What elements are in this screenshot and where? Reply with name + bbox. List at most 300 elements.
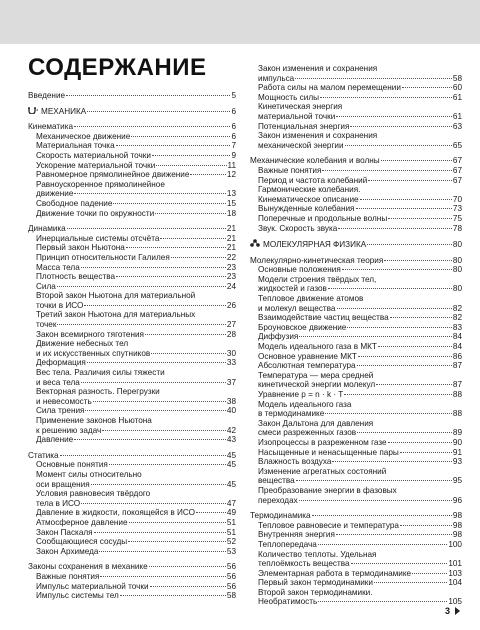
toc-page-number: 56 <box>226 581 236 591</box>
toc-page-number: 67 <box>452 156 462 166</box>
toc-entry-text: Диффузия <box>258 332 299 342</box>
dot-leader <box>74 126 230 127</box>
toc-entry[interactable] <box>250 578 462 588</box>
toc-entry-text: Закон Паскаля <box>36 527 93 537</box>
toc-page-number: 6 <box>231 122 236 132</box>
dot-leader <box>358 356 452 357</box>
toc-entry-text: Принцип относительности Галилея <box>36 252 170 262</box>
toc-entry-text: Насыщенные и ненасыщенные пары <box>258 447 399 457</box>
dot-leader <box>87 111 230 112</box>
toc-entry[interactable] <box>28 591 236 601</box>
toc-entry[interactable] <box>28 339 236 358</box>
toc-entry-text: Движение небесных тел <box>36 339 129 349</box>
toc-entry[interactable] <box>250 313 462 323</box>
toc-entry-text: Основные положения <box>258 265 341 275</box>
toc-entry[interactable] <box>250 204 462 214</box>
toc-page-number: 51 <box>226 527 236 537</box>
toc-entry[interactable] <box>250 569 462 579</box>
toc-page-number: 6 <box>231 131 236 141</box>
toc-entry[interactable] <box>250 400 462 419</box>
toc-page-number: 11 <box>227 160 236 170</box>
dot-leader <box>402 87 452 88</box>
toc-entry-text: Уравнение p = n · k · T <box>258 390 344 399</box>
toc-entry-text: Сила трения <box>36 406 85 416</box>
toc-entry-text: Законы сохранения в механике <box>28 562 148 572</box>
dot-leader <box>128 541 226 542</box>
toc-entry-text: кинетической энергии молекул <box>258 380 376 390</box>
section-gap <box>250 150 462 155</box>
toc-entry-text: Динамика <box>28 224 66 234</box>
toc-page-number: 87 <box>452 380 462 390</box>
toc-page-number: 21 <box>226 243 236 253</box>
toc-entry-text: Потенциальная энергия <box>258 121 350 131</box>
toc-page-number: 18 <box>226 208 236 218</box>
toc-entry-text: Импульс материальной точки <box>36 581 149 591</box>
toc-entry[interactable] <box>28 161 236 171</box>
toc-entry[interactable] <box>28 253 236 263</box>
toc-entry[interactable] <box>28 451 236 461</box>
toc-page-number: 13 <box>226 189 236 199</box>
dot-leader <box>388 442 452 443</box>
toc-entry-text: материальной точки <box>258 111 336 121</box>
toc-entry[interactable] <box>250 332 462 342</box>
toc-entry[interactable] <box>250 371 462 390</box>
dot-leader <box>367 244 452 245</box>
toc-entry-text: Основные понятия <box>36 460 108 470</box>
toc-entry[interactable] <box>28 151 236 161</box>
toc-entry[interactable] <box>250 102 462 121</box>
toc-entry-text: Материальная точка <box>36 141 115 151</box>
toc-entry-text: Важные понятия <box>258 165 322 175</box>
toc-entry[interactable] <box>250 131 462 150</box>
toc-page-number: 82 <box>452 313 462 323</box>
toc-entry-text: Плотность вещества <box>36 272 116 282</box>
toc-entry[interactable] <box>28 528 236 538</box>
section-gap <box>250 233 462 238</box>
toc-entry-text: Модель идеального газа в МКТ <box>258 342 377 352</box>
toc-entry[interactable] <box>250 352 462 362</box>
dot-leader <box>299 500 452 501</box>
toc-entry-text: Деформация <box>36 358 86 368</box>
dot-leader <box>116 276 226 277</box>
toc-entry[interactable] <box>250 521 462 531</box>
dot-leader <box>102 430 226 431</box>
dot-leader <box>84 305 226 306</box>
toc-entry[interactable] <box>28 547 236 557</box>
dot-leader <box>74 193 226 194</box>
toc-entry-text: движение <box>36 189 74 199</box>
toc-page-number: 93 <box>452 457 462 467</box>
toc-entry-text: Поперечные и продольные волны <box>258 213 388 223</box>
dot-leader <box>116 145 231 146</box>
toc-entry-text: МЕХАНИКА <box>41 106 87 116</box>
toc-entry[interactable] <box>28 122 236 132</box>
toc-entry[interactable] <box>250 540 462 550</box>
toc-entry[interactable] <box>250 239 462 250</box>
dot-leader <box>100 576 225 577</box>
toc-entry-text: Модель идеального газа <box>258 399 352 409</box>
toc-entry[interactable] <box>28 282 236 292</box>
section-gap <box>250 250 462 255</box>
dot-leader <box>357 365 452 366</box>
toc-entry-text: Элементарная работа в термодинамике <box>258 568 412 578</box>
toc-entry[interactable] <box>250 486 462 505</box>
toc-page-number: 63 <box>452 121 462 131</box>
toc-page-number: 73 <box>452 204 462 214</box>
toc-page-number: 98 <box>452 530 462 540</box>
toc-entry[interactable] <box>250 64 462 83</box>
toc-entry-text: Сообщающиеся сосуды <box>36 537 128 547</box>
toc-page-number: 91 <box>452 447 462 457</box>
toc-entry[interactable] <box>250 156 462 166</box>
toc-entry[interactable] <box>28 470 236 489</box>
toc-entry[interactable] <box>28 562 236 572</box>
toc-entry[interactable] <box>250 390 462 400</box>
toc-entry-text: в термодинамике <box>258 409 325 419</box>
dot-leader <box>328 288 452 289</box>
toc-entry[interactable] <box>250 511 462 521</box>
toc-entry-text: и веса тела <box>36 377 80 387</box>
toc-page-number: 37 <box>226 377 236 387</box>
toc-entry-text: Первый закон Ньютона <box>36 243 125 253</box>
toc-entry-text: Второй закон термодинамики. <box>258 587 373 597</box>
toc-entry[interactable] <box>250 265 462 275</box>
toc-entry[interactable] <box>28 406 236 416</box>
toc-entry[interactable] <box>28 263 236 273</box>
toc-entry-text: Вес тела. Различия силы тяжести <box>36 368 165 378</box>
dot-leader <box>149 566 226 567</box>
dot-leader <box>151 353 226 354</box>
dot-leader <box>337 308 452 309</box>
toc-entry[interactable] <box>28 291 236 310</box>
toc-entry[interactable] <box>28 224 236 234</box>
toc-page-number: 47 <box>226 498 236 508</box>
toc-entry[interactable] <box>250 166 462 176</box>
dot-leader <box>325 413 452 414</box>
toc-page-number: 80 <box>452 284 462 294</box>
toc-entry-text: Температура — мера средней <box>258 370 374 380</box>
toc-entry-text: Важные понятия <box>36 571 100 581</box>
toc-entry-text: Кинематика <box>28 122 74 132</box>
toc-page-number: 15 <box>226 198 236 208</box>
toc-entry-text: Гармонические колебания. <box>258 185 361 195</box>
toc-entry[interactable] <box>250 214 462 224</box>
dot-leader <box>332 461 451 462</box>
toc-entry-text: Мощность силы <box>258 92 319 102</box>
dot-leader <box>356 208 452 209</box>
toc-entry[interactable] <box>250 419 462 438</box>
dot-leader <box>113 203 225 204</box>
dot-leader <box>384 260 452 261</box>
dot-leader <box>381 160 452 161</box>
toc-entry[interactable] <box>28 170 236 180</box>
toc-entry[interactable] <box>28 368 236 387</box>
toc-entry-text: Масса тела <box>36 262 80 272</box>
dot-leader <box>156 165 226 166</box>
toc-page-number: 45 <box>226 450 236 460</box>
toc-entry[interactable] <box>250 185 462 204</box>
dot-leader <box>345 145 452 146</box>
toc-entry-text: МОЛЕКУЛЯРНАЯ ФИЗИКА <box>263 240 367 250</box>
page-top-band <box>0 0 480 44</box>
toc-entry-text: Количество теплоты. Удельная <box>258 549 377 559</box>
toc-column-right <box>250 64 462 607</box>
toc-page-number: 22 <box>226 252 236 262</box>
dot-leader <box>390 317 452 318</box>
toc-page-number: 5 <box>231 91 236 100</box>
dot-leader <box>145 334 226 335</box>
toc-entry-text: Свободное падение <box>36 198 113 208</box>
toc-entry-text: Молекулярно-кинетическая теория <box>250 255 384 265</box>
toc-entry[interactable] <box>28 358 236 368</box>
toc-page-number: 58 <box>226 591 236 601</box>
toc-page-number: 65 <box>452 140 462 150</box>
toc-entry[interactable] <box>28 107 236 117</box>
toc-entry-text: Закон Дальтона для давления <box>258 418 374 428</box>
toc-entry[interactable] <box>28 243 236 253</box>
toc-page-number: 49 <box>226 508 236 518</box>
toc-entry-text: переходах <box>258 495 298 505</box>
toc-page-number: 6 <box>231 106 236 116</box>
toc-entry-text: Тепловое равновесие и температура <box>258 520 399 530</box>
dot-leader <box>196 512 226 513</box>
toc-entry[interactable] <box>250 342 462 352</box>
toc-entry-text: Работа силы на малом перемещении <box>258 83 401 93</box>
toc-entry[interactable] <box>250 224 462 234</box>
toc-entry-text: механической энергии <box>258 140 344 150</box>
toc-entry[interactable] <box>28 460 236 470</box>
section-gap <box>28 218 236 223</box>
section-gap <box>28 101 236 106</box>
toc-page-number: 23 <box>226 262 236 272</box>
toc-page-number: 67 <box>452 165 462 175</box>
toc-entry-text: и молекул вещества <box>258 303 336 313</box>
toc-entry-text: и невесомость <box>36 396 92 406</box>
toc-page-number: 56 <box>226 571 236 581</box>
toc-entry[interactable] <box>28 572 236 582</box>
toc-page-number: 80 <box>452 255 462 265</box>
toc-entry-text: Изопроцессы в разреженном газе <box>258 437 387 447</box>
toc-page-number: 101 <box>448 559 462 569</box>
toc-page-number: 12 <box>226 170 236 180</box>
toc-page-number: 82 <box>452 303 462 313</box>
toc-entry[interactable] <box>250 294 462 313</box>
dot-leader <box>376 384 452 385</box>
toc-entry-text: Механические колебания и волны <box>250 156 380 166</box>
dot-leader <box>412 573 447 574</box>
toc-page-number: 43 <box>226 435 236 445</box>
page-number: 3 <box>444 606 450 616</box>
toc-page-number: 88 <box>452 409 462 419</box>
section-gap <box>28 556 236 561</box>
toc-page-number: 80 <box>452 265 462 275</box>
toc-page-number: 90 <box>452 437 462 447</box>
dot-leader <box>171 257 226 258</box>
dot-leader <box>109 464 226 465</box>
toc-entry-text: Давление в жидкости, покоящейся в ИСО <box>36 508 195 518</box>
magnet-icon <box>28 107 38 114</box>
toc-entry-text: Влажность воздуха <box>258 457 332 467</box>
toc-entry-text: Условия равновесия твёрдого <box>36 489 151 499</box>
dot-leader <box>120 595 226 596</box>
toc-entry[interactable] <box>250 176 462 186</box>
toc-entry[interactable] <box>28 518 236 528</box>
toc-page-number: 26 <box>226 300 236 310</box>
toc-entry-text: Применение законов Ньютона <box>36 416 152 425</box>
section-gap <box>28 116 236 121</box>
toc-page-number: 61 <box>452 111 462 121</box>
page-footer <box>445 606 460 616</box>
dot-leader <box>81 503 226 504</box>
toc-entry[interactable] <box>250 83 462 93</box>
toc-column-left <box>28 90 236 601</box>
toc-page-number: 60 <box>452 83 462 93</box>
dot-leader <box>320 97 452 98</box>
dot-leader <box>350 126 451 127</box>
toc-entry-text: Вынужденные колебания <box>258 204 355 214</box>
toc-entry[interactable] <box>28 387 236 406</box>
toc-page-number: 52 <box>226 537 236 547</box>
toc-page-number: 100 <box>448 539 462 549</box>
toc-entry-text: Взаимодействие частиц вещества <box>258 313 389 323</box>
dot-leader <box>318 601 447 602</box>
toc-entry-text: оси вращения <box>36 479 90 489</box>
toc-entry[interactable] <box>250 530 462 540</box>
toc-entry-text: Термодинамика <box>250 511 311 521</box>
toc-page-number: 86 <box>452 351 462 361</box>
toc-page-number: 30 <box>226 348 236 358</box>
toc-entry-text: Звук. Скорость звука <box>258 223 338 233</box>
toc-entry-text: Закон изменения и сохранения <box>258 64 378 73</box>
toc-entry-text: Изменение агрегатных состояний <box>258 466 387 476</box>
toc-entry[interactable] <box>250 122 462 132</box>
toc-entry-text: Равноускоренное прямолинейное <box>36 179 165 189</box>
dot-leader <box>342 269 452 270</box>
dot-leader <box>126 247 226 248</box>
dot-leader <box>336 534 452 535</box>
toc-entry-text: Тепловое движение атомов <box>258 294 364 304</box>
toc-page-number: 38 <box>226 396 236 406</box>
dot-leader <box>378 346 452 347</box>
toc-entry[interactable] <box>28 508 236 518</box>
toc-entry[interactable] <box>28 582 236 592</box>
toc-entry[interactable] <box>28 537 236 547</box>
toc-entry[interactable] <box>250 467 462 486</box>
toc-entry[interactable] <box>250 256 462 266</box>
toc-entry[interactable] <box>28 489 236 508</box>
dot-leader <box>99 551 225 552</box>
toc-page-number: 40 <box>226 406 236 416</box>
toc-entry[interactable] <box>28 180 236 199</box>
molecule-icon <box>250 239 260 246</box>
toc-entry-text: Импульс системы тел <box>36 591 119 601</box>
toc-entry[interactable] <box>28 310 236 329</box>
toc-entry[interactable] <box>28 234 236 244</box>
toc-entry[interactable] <box>250 438 462 448</box>
next-page-arrow-icon <box>455 607 460 615</box>
toc-page-number: 83 <box>452 322 462 332</box>
toc-entry[interactable] <box>28 435 236 445</box>
toc-entry-text: Скорость материальной точки <box>36 150 151 160</box>
dot-leader <box>85 410 225 411</box>
toc-entry[interactable] <box>250 588 462 607</box>
toc-page-number: 87 <box>452 361 462 371</box>
toc-entry[interactable] <box>28 209 236 219</box>
toc-entry[interactable] <box>28 199 236 209</box>
toc-entry[interactable] <box>250 550 462 569</box>
dot-leader <box>357 432 452 433</box>
toc-page-number: 84 <box>452 332 462 342</box>
toc-entry-text: Модели строения твёрдых тел, <box>258 274 377 284</box>
toc-entry-text: Сила <box>36 281 56 291</box>
toc-entry-text: Основное уравнение МКТ <box>258 351 357 361</box>
toc-page-number: 75 <box>452 213 462 223</box>
dot-leader <box>94 532 226 533</box>
toc-page-number: 89 <box>452 428 462 438</box>
toc-entry-text: Второй закон Ньютона для материальной <box>36 291 196 301</box>
toc-entry-text: смеси разреженных газов <box>258 428 357 438</box>
toc-entry[interactable] <box>28 272 236 282</box>
toc-entry[interactable] <box>28 416 236 435</box>
toc-entry-text: Векторная разность. Перегрузки <box>36 387 160 397</box>
toc-entry[interactable] <box>250 275 462 294</box>
toc-entry[interactable] <box>250 361 462 371</box>
toc-entry-text: Равномерное прямолинейное движение <box>36 170 190 180</box>
toc-page-number: 98 <box>452 511 462 521</box>
dot-leader <box>81 382 226 383</box>
toc-entry[interactable] <box>250 323 462 333</box>
toc-entry[interactable] <box>28 132 236 142</box>
toc-entry[interactable] <box>250 457 462 467</box>
dot-leader <box>400 525 452 526</box>
toc-entry[interactable] <box>28 330 236 340</box>
dot-leader <box>66 95 230 96</box>
dot-leader <box>299 336 452 337</box>
toc-entry[interactable] <box>28 91 236 101</box>
dot-leader <box>91 484 226 485</box>
toc-entry[interactable] <box>28 141 236 151</box>
toc-page-number: 45 <box>226 479 236 489</box>
dot-leader <box>131 136 230 137</box>
toc-entry-text: Кинетическая энергия <box>258 102 343 112</box>
toc-entry-text: Необратимость <box>258 597 318 607</box>
toc-page-number: 58 <box>452 73 462 83</box>
toc-entry-text: Кинематическое описание <box>258 194 359 204</box>
dot-leader <box>67 228 226 229</box>
toc-page-number: 70 <box>452 194 462 204</box>
toc-page-number: 21 <box>226 224 236 234</box>
toc-page-number: 33 <box>226 358 236 368</box>
dot-leader <box>400 452 452 453</box>
toc-entry-text: Первый закон термодинамики <box>258 578 373 588</box>
dot-leader <box>87 362 226 363</box>
dot-leader <box>160 238 225 239</box>
toc-entry[interactable] <box>250 93 462 103</box>
dot-leader <box>190 174 225 175</box>
toc-page-number: 45 <box>226 460 236 470</box>
toc-page-number: 61 <box>452 92 462 102</box>
toc-entry[interactable] <box>250 448 462 458</box>
toc-entry-text: Движение точки по окружности <box>36 208 155 218</box>
toc-entry-text: Закон Архимеда <box>36 546 99 556</box>
dot-leader <box>318 544 447 545</box>
dot-leader <box>368 180 452 181</box>
toc-entry-text: Закон изменения и сохранения <box>258 131 378 141</box>
toc-page-number: 24 <box>226 281 236 291</box>
toc-entry-text: Броуновское движение <box>258 322 347 332</box>
toc-entry-text: Теплопередача <box>258 539 317 549</box>
toc-page-number: 28 <box>226 329 236 339</box>
